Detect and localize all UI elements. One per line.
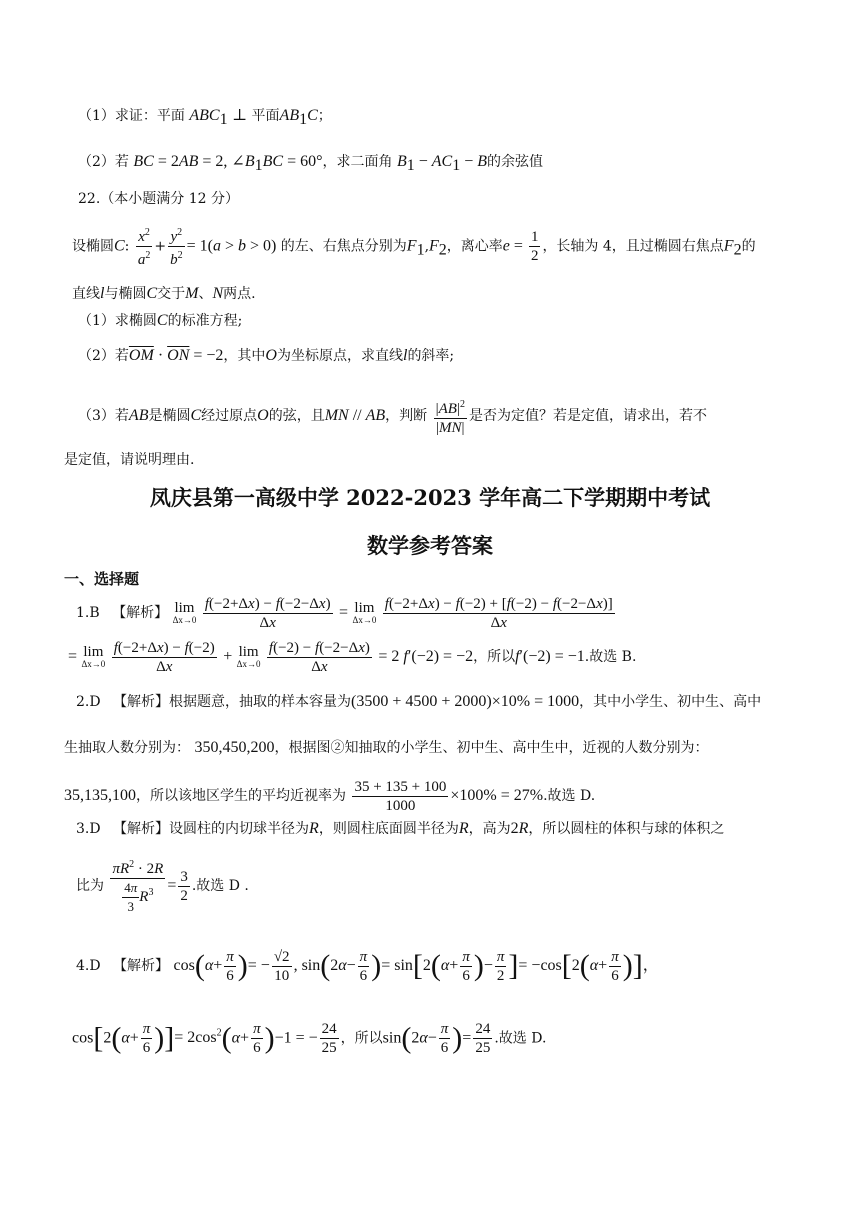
a2-line3-a: ，所以该地区学生的平均近视率为 xyxy=(136,788,346,804)
answer-2: 2.D 【解析】根据题意，抽取的样本容量为(3500 + 4500 + 2000)×10% = 1000，其中小学生、初中生、高中 xyxy=(76,693,762,710)
a4-label: 4.D xyxy=(76,958,101,974)
q21-part1: （1）求证：平面 $ABC_1$ ⊥ 平面$AB_1C$； xyxy=(78,107,332,128)
a2-line2-b: ，根据图②知抽取的小学生、初中生、高中生中，近视的人数分别为： xyxy=(274,740,709,756)
q22-part2-d: 的斜率; xyxy=(407,348,455,364)
q22-header: 22.（本小题满分 12 分） xyxy=(78,191,239,207)
answer-2-line3: 35,135,100，所以该地区学生的平均近视率为 $\frac{35 + 135 + 100}{1000}$ ×100% = 27%.故选 D. xyxy=(64,778,596,814)
a1-label: 1.B xyxy=(76,605,100,621)
a3-tag: 【解析】 xyxy=(113,821,170,837)
lim-symbol: lim Δx→0 xyxy=(172,600,197,625)
q22-part3-c: 经过原点 xyxy=(201,408,258,424)
a4-tag: 【解析】 xyxy=(113,958,170,974)
fraction-one-half: $\frac{1}{2}$ xyxy=(530,229,539,264)
answer-1-line2: = lim Δx→0 $\frac{f(-2+\Delta x) - f(-2)}{\Delta x}$ + lim Δx→0 $\frac{f(-2) - f(-2-\Delta x)}{\Delta x}$ = 2 f′(−2) = −2，所以f′(−2) = −1.故选 B. xyxy=(68,639,637,675)
q22-part2: （2）若$\overline{OM} \cdot \overline{ON} = -2$，其中O为坐标原点，求直线l的斜率; xyxy=(78,347,455,364)
q21-part2-label: （2）若 xyxy=(78,154,129,170)
a3-line2-end: .故选 D . xyxy=(191,878,249,894)
q22-line2-d: 两点. xyxy=(223,286,256,302)
q22-intro-line2: 直线l与椭圆C交于M、N两点. xyxy=(72,285,256,302)
answer-4: 4.D 【解析】 cos(α+ $\frac{\pi}{6}$ )= − $\frac{√2}{10}$ , sin(2α− $\frac{\pi}{6}$ )= sin[2(α+ $\frac{\pi}{6}$ )− $\frac{\pi}{2}$ ]= −cos[2(α+ $\frac{\pi}{6}$ )]， xyxy=(76,948,659,984)
a2-line2-values: 350,450,200 xyxy=(194,739,275,756)
a1-fraction-4: $\frac{f(-2) - f(-2-\Delta x)}{\Delta x}$ xyxy=(268,639,370,675)
answer-title: 数学参考答案 xyxy=(367,533,493,558)
lim-symbol: lim Δx→0 xyxy=(236,644,261,669)
q22-intro-e: 的 xyxy=(741,238,756,255)
a3-text3: ，高为 xyxy=(468,821,511,837)
a2-label: 2.D xyxy=(76,694,101,710)
a1-tail: ，所以 xyxy=(473,649,516,665)
q22-part3-e: ，判断 xyxy=(385,408,428,424)
lim-symbol: lim Δx→0 xyxy=(81,644,106,669)
a2-tag: 【解析】 xyxy=(113,694,170,710)
q22-intro-d: ，长轴为 4，且过椭圆右焦点 xyxy=(542,238,724,255)
q22-part2-b: ，其中 xyxy=(223,348,266,364)
q22-part2-a: （2）若 xyxy=(78,348,129,364)
a2-line2-a: 生抽取人数分别为： xyxy=(64,740,190,756)
a2-line3-values: 35,135,100 xyxy=(64,787,136,804)
q21-part1-rest: 平面 xyxy=(251,108,280,124)
a2-text2: ，其中小学生、初中生、高中 xyxy=(579,694,762,710)
a4-line2-end: .故选 D. xyxy=(494,1030,547,1047)
a2-fraction: $\frac{35 + 135 + 100}{1000}$ xyxy=(354,778,447,814)
q22-part3-a: （3）若 xyxy=(78,408,129,424)
q22-part1: （1）求椭圆C的标准方程; xyxy=(78,312,243,329)
a1-tag: 【解析】 xyxy=(112,605,169,621)
q22-part3: （3）若AB是椭圆C经过原点O的弦，且MN // AB，判断 $\frac{|AB|^2}{|MN|}$ 是否为定值？若是定值，请求出，若不 xyxy=(78,394,806,438)
a1-fraction-2: $\frac{f(-2+\Delta x) - f(-2) + [f(-2) - f(-2-\Delta x)]}{\Delta x}$ xyxy=(384,595,613,631)
q21-part2-tail: ，求二面角 xyxy=(322,154,393,170)
fraction-x2-a2: $\frac{x^2}{a^2}$ xyxy=(136,224,153,269)
q22-part2-c: 为坐标原点，求直线 xyxy=(276,348,403,364)
q22-part1-end: 的标准方程; xyxy=(167,313,243,329)
answer-4-line2: cos[2(α+ $\frac{\pi}{6}$ )]= $2\cos^2(\alpha+$ $\frac{\pi}{6}$ )−1 = − $\frac{24}{25}$ ，所以sin(2α− $\frac{\pi}{6}$ )= $\frac{24}{25}$ .故选 D. xyxy=(72,1020,547,1056)
q22-line2-a: 直线 xyxy=(72,286,100,302)
answer-1: 1.B 【解析】 lim Δx→0 $\frac{f(-2+\Delta x) - f(-2-\Delta x)}{\Delta x}$ = lim Δx→0 $\frac{f(-2+\Delta x) - f(-2) + [f(-2) - f(-2-\Delta x)]}{\Delta x}$ xyxy=(76,595,613,631)
fraction-three-halves: $\frac{3}{2}$ xyxy=(180,868,188,904)
a1-end: .故选 B. xyxy=(584,649,637,665)
a2-text1: 根据题意，抽取的样本容量为 xyxy=(169,694,352,710)
answer-3-line2: 比为 $\pi R^2 \cdot 2R$ $\frac{4\pi}{3}$ $R^3$ = $\frac{3}{2}$ .故选 D . xyxy=(76,848,806,924)
a3-text1: 设圆柱的内切球半径为 xyxy=(169,821,310,837)
a4-line2-mid: ，所以 xyxy=(340,1030,383,1047)
q22-part3-line2: 是定值，请说明理由. xyxy=(64,452,195,468)
lim-symbol: lim Δx→0 xyxy=(352,600,377,625)
a3-label: 3.D xyxy=(76,821,101,837)
a3-line2-a: 比为 xyxy=(76,878,104,894)
a3-text4: ，所以圆柱的体积与球的体积之 xyxy=(528,821,725,837)
fraction-ab-squared-over-mn: $\frac{|AB|^2}{|MN|}$ xyxy=(434,396,467,437)
q22-intro-a: 设椭圆 xyxy=(72,238,114,255)
q21-part2-end: 的余弦值 xyxy=(487,154,544,170)
a2-line3-end: .故选 D. xyxy=(543,788,596,804)
exam-title: 凤庆县第一高级中学 2022-2023 学年高二下学期期中考试 xyxy=(149,485,711,510)
q22-line2-c: 交于 xyxy=(157,286,186,302)
answer-2-line2 xyxy=(64,738,806,758)
q22-part3-b: 是椭圆 xyxy=(148,408,191,424)
q21-part1-label: （1）求证：平面 xyxy=(78,108,185,124)
q22-intro: 设椭圆C: $\frac{x^2}{a^2}$ + $\frac{y^2}{b^2}$ = 1(a > b > 0) 的左、右焦点分别为$F_1,F_2$，离心率e = $\frac{1}{2}$ ，长轴为 4，且过椭圆右焦点$F_2$的 xyxy=(72,224,806,272)
q22-line2-b: 与椭圆 xyxy=(104,286,147,302)
answer-3: 3.D 【解析】设圆柱的内切球半径为R，则圆柱底面圆半径为R，高为2R，所以圆柱的体积与球的体积之 xyxy=(76,820,725,837)
q22-part3-d: 的弦，且 xyxy=(268,408,325,424)
a3-fraction: $\pi R^2 \cdot 2R$ $\frac{4\pi}{3}$ $R^3$ xyxy=(110,856,165,916)
a1-fraction-1: $\frac{f(-2+\Delta x) - f(-2-\Delta x)}{\Delta x}$ xyxy=(204,595,331,631)
q22-intro-c: ，离心率 xyxy=(446,238,503,255)
section-heading: 一、选择题 xyxy=(64,570,140,588)
a3-text2: ，则圆柱底面圆半径为 xyxy=(318,821,459,837)
a1-fraction-3: $\frac{f(-2+\Delta x) - f(-2)}{\Delta x}$ xyxy=(113,639,215,675)
q22-part3-f: 是否为定值？若是定值，请求出，若不 xyxy=(468,408,707,424)
fraction-y2-b2: $\frac{y^2}{b^2}$ xyxy=(168,224,185,269)
q22-part1-text: （1）求椭圆 xyxy=(78,313,157,329)
q22-intro-b: 的左、右焦点分别为 xyxy=(280,238,407,255)
q21-part2: （2）若 BC = 2AB = 2, $\angle B_1BC = 60^\circ$，求二面角 $B_1 - AC_1 - B$的余弦值 xyxy=(78,153,544,174)
